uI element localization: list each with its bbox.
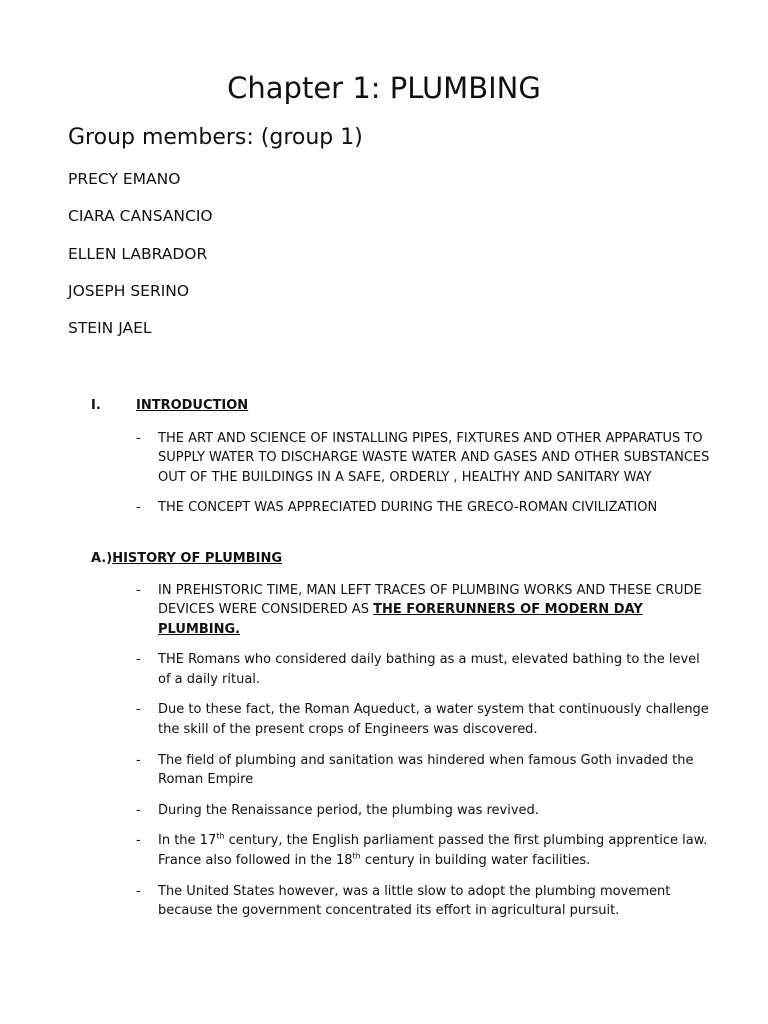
- section-introduction-heading: [91, 396, 101, 415]
- ordinal-suffix: th: [352, 851, 361, 861]
- introduction-bullets: [136, 429, 716, 529]
- bullet-text: THE Romans who considered daily bathing as a must, elevated bathing to the level of a daily ritual.: [158, 652, 700, 687]
- list-item: [136, 801, 716, 820]
- list-item: [136, 882, 716, 921]
- list-item: [136, 650, 716, 689]
- section-history-heading: [91, 549, 282, 568]
- bullet-text: During the Renaissance period, the plumbing was revived.: [158, 802, 539, 818]
- bullet-dash: -: [136, 702, 141, 718]
- list-item: [136, 751, 716, 790]
- section-history-title: HISTORY OF PLUMBING: [112, 551, 283, 566]
- bullet-text: The field of plumbing and sanitation was hindered when famous Goth invaded the Roman Empire: [158, 752, 694, 787]
- page-title: Chapter 1: PLUMBING: [227, 71, 541, 105]
- bullet-text: The United States however, was a little slow to adopt the plumbing movement because the government concentrated its effort in agricultural pursuit.: [158, 883, 671, 918]
- list-item: [136, 498, 716, 517]
- ordinal-suffix: th: [216, 832, 225, 842]
- bullet-dash: -: [136, 833, 141, 849]
- member-name: JOSEPH SERINO: [68, 281, 190, 300]
- history-bullets: [136, 581, 716, 932]
- bullet-dash: -: [136, 802, 141, 818]
- bullet-dash: -: [136, 583, 141, 598]
- bullet-text: IN PREHISTORIC TIME, MAN LEFT TRACES OF PLUMBING WORKS AND THESE CRUDE DEVICES WERE CONSIDERED AS: [158, 583, 702, 618]
- bullet-dash: -: [136, 883, 141, 899]
- bullet-text: THE ART AND SCIENCE OF INSTALLING PIPES, FIXTURES AND OTHER APPARATUS TO SUPPLY WATER TO DISCHARGE WASTE WATER AND GASES AND OTHER SUBSTANCES OUT OF THE BUILDINGS IN A SAFE, ORDERLY , HEALTHY AND SANITARY WAY: [158, 431, 710, 485]
- bullet-text: In the 17: [158, 833, 217, 849]
- group-members-list: [68, 168, 213, 354]
- member-name: PRECY EMANO: [68, 170, 181, 188]
- bullet-dash: -: [136, 500, 141, 516]
- bullet-emphasis: THE FORERUNNERS OF MODERN DAY PLUMBING.: [158, 602, 643, 637]
- member-name: CIARA CANSANCIO: [68, 207, 213, 226]
- bullet-text: THE CONCEPT WAS APPRECIATED DURING THE GRECO-ROMAN CIVILIZATION: [158, 500, 658, 516]
- bullet-text: Due to these fact, the Roman Aqueduct, a water system that continuously challenge the skill of the present crops of Engineers was discovered.: [158, 702, 709, 737]
- bullet-dash: -: [136, 652, 141, 668]
- bullet-text: century, the English parliament passed the first plumbing apprentice law. France also followed in the 18: [158, 833, 708, 868]
- list-item: [136, 700, 716, 739]
- bullet-dash: -: [136, 431, 141, 446]
- member-name: STEIN JAEL: [68, 319, 152, 338]
- list-item: [136, 429, 716, 487]
- list-item: [136, 581, 716, 639]
- section-introduction-title-wrap: [136, 396, 248, 415]
- member-name: ELLEN LABRADOR: [68, 244, 208, 263]
- list-item: [136, 831, 716, 870]
- section-number: A.): [91, 551, 113, 566]
- bullet-text: century in building water facilities.: [360, 852, 591, 868]
- bullet-dash: -: [136, 752, 141, 768]
- section-introduction-title: INTRODUCTION: [136, 398, 249, 413]
- section-number: I.: [91, 398, 101, 413]
- group-members-heading: Group members: (group 1): [68, 125, 363, 150]
